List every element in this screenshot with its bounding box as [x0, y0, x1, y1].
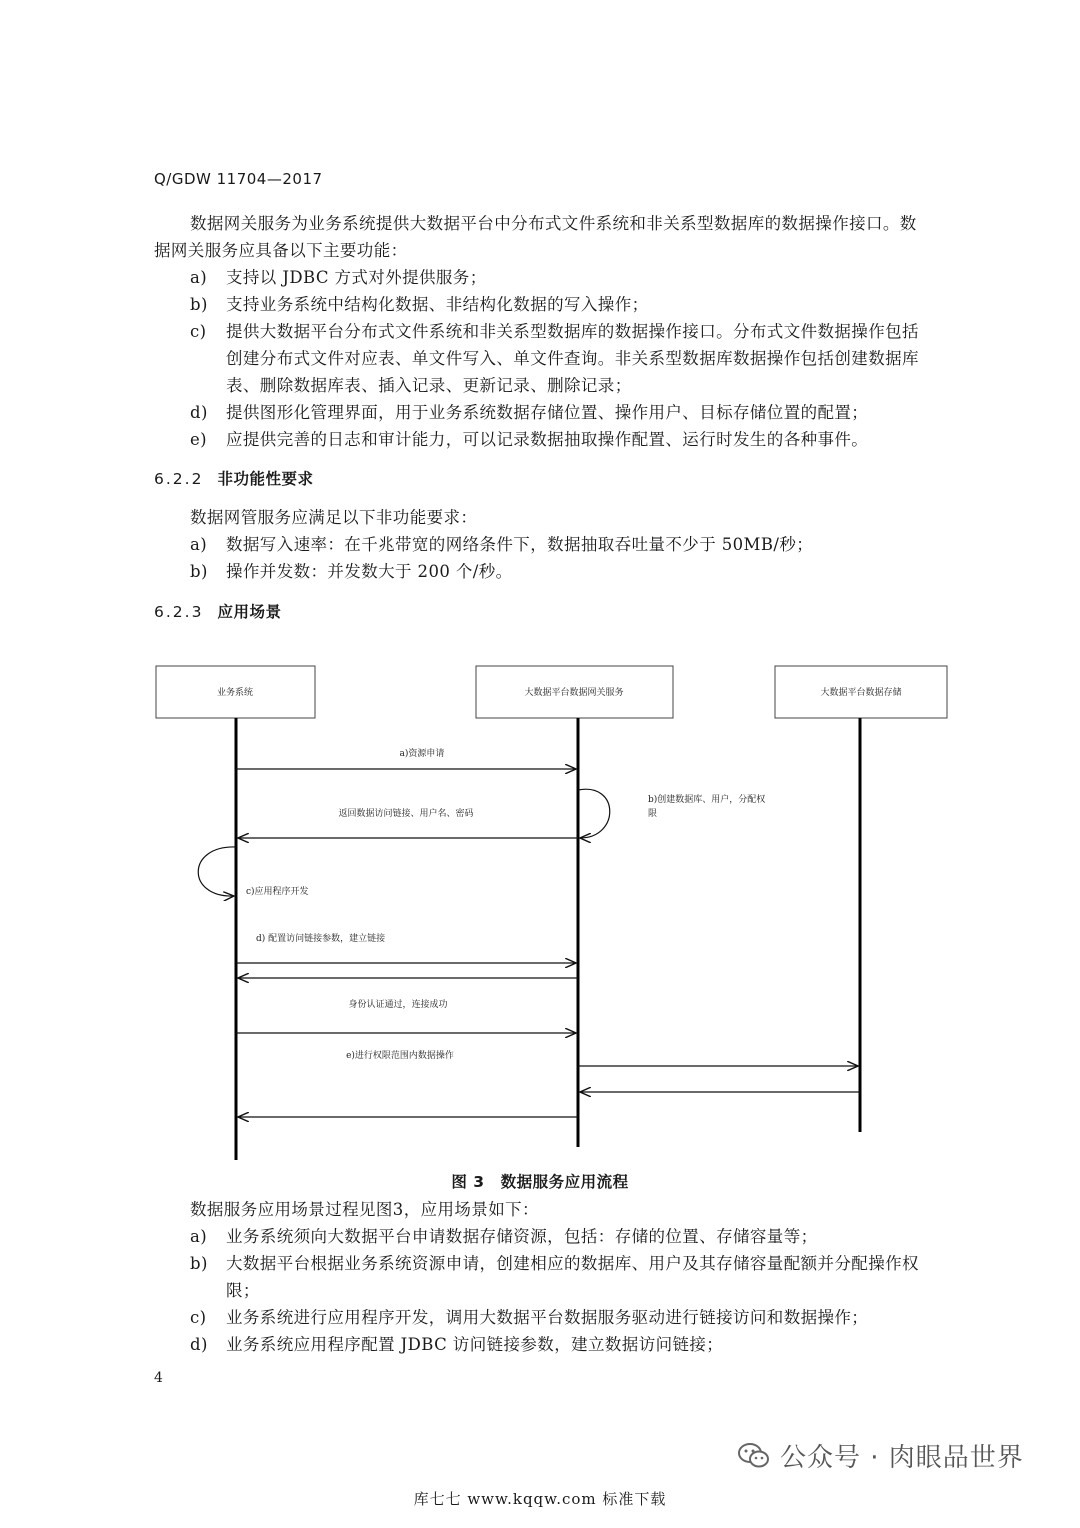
figure-title: 数据服务应用流程: [500, 1173, 629, 1191]
list-label: c): [190, 322, 207, 341]
list-text: 限；: [226, 1281, 260, 1300]
intro-line-2: 据网关服务应具备以下主要功能：: [154, 241, 408, 260]
actor-label-business-system: 业务系统: [216, 688, 254, 698]
msg-label-return: 返回数据访问链接、用户名、密码: [338, 809, 474, 819]
section-number: 6.2.2: [154, 470, 204, 488]
list-text: 业务系统进行应用程序开发，调用大数据平台数据服务驱动进行链接访问和数据操作；: [226, 1308, 869, 1327]
list-text: 支持业务系统中结构化数据、非结构化数据的写入操作；: [226, 295, 649, 314]
msg-label-d: d) 配置访问链接参数，建立链接: [256, 934, 386, 944]
msg-label-b-2: 限: [648, 809, 658, 819]
intro-paragraph: [190, 210, 960, 237]
scenario-intro: 数据服务应用场景过程见图3，应用场景如下：: [190, 1200, 539, 1219]
self-loop-c: [198, 847, 236, 896]
actor-label-data-storage: 大数据平台数据存储: [820, 688, 902, 698]
section-number: 6.2.3: [154, 603, 204, 621]
intro-line-1: 数据网关服务为业务系统提供大数据平台中分布式文件系统和非关系型数据库的数据操作接口。数: [190, 214, 917, 233]
msg-label-auth: 身份认证通过，连接成功: [348, 1000, 448, 1010]
watermark-text: 公众号 · 肉眼品世界: [780, 1443, 1024, 1473]
section-title: 应用场景: [217, 603, 282, 621]
list-label: b): [190, 1254, 208, 1273]
page-number: 4: [154, 1370, 163, 1386]
sequence-diagram: [150, 660, 960, 1165]
msg-label-e: e)进行权限范围内数据操作: [346, 1051, 454, 1061]
watermark: [738, 1437, 1024, 1474]
list-text: 支持以 JDBC 方式对外提供服务；: [226, 268, 487, 287]
list-text: 创建分布式文件对应表、单文件写入、单文件查询。非关系型数据库数据操作包括创建数据库: [226, 349, 919, 368]
list-text: 大数据平台根据业务系统资源申请，创建相应的数据库、用户及其存储容量配额并分配操作权: [226, 1254, 919, 1273]
list-label: c): [190, 1308, 207, 1327]
list-text: 表、删除数据库表、插入记录、更新记录、删除记录；: [226, 376, 632, 395]
footer-source: 库七七 www.kqqw.com 标准下载: [413, 1490, 667, 1508]
sequence-diagram-svg: [150, 660, 960, 1165]
list-label: d): [190, 403, 208, 422]
section-heading-622: [154, 467, 313, 489]
list-text: 提供大数据平台分布式文件系统和非关系型数据库的数据操作接口。分布式文件数据操作包括: [226, 322, 919, 341]
section-title: 非功能性要求: [217, 470, 314, 488]
list-text: 操作并发数：并发数大于 200 个/秒。: [226, 562, 513, 581]
nonfunc-intro: 数据网管服务应满足以下非功能要求：: [190, 508, 478, 527]
figure-caption: [0, 1170, 1080, 1192]
list-label: a): [190, 1227, 208, 1246]
list-text: 业务系统应用程序配置 JDBC 访问链接参数，建立数据访问链接；: [226, 1335, 724, 1354]
list-text: 提供图形化管理界面，用于业务系统数据存储位置、操作用户、目标存储位置的配置；: [226, 403, 869, 422]
wechat-icon: [738, 1442, 770, 1470]
list-text: 业务系统须向大数据平台申请数据存储资源，包括：存储的位置、存储容量等；: [226, 1227, 818, 1246]
actor-label-gateway-service: 大数据平台数据网关服务: [524, 688, 624, 698]
self-loop-b: [578, 789, 610, 838]
msg-label-b-1: b)创建数据库、用户，分配权: [648, 795, 766, 805]
msg-label-a: a)资源申请: [399, 749, 445, 759]
list-label: b): [190, 295, 208, 314]
list-label: e): [190, 430, 208, 449]
msg-label-c: c)应用程序开发: [246, 887, 309, 897]
section-heading-623: [154, 600, 281, 622]
list-label: d): [190, 1335, 208, 1354]
list-label: a): [190, 268, 208, 287]
list-label: b): [190, 562, 208, 581]
intro-paragraph-cont: [154, 237, 924, 264]
list-text: 应提供完善的日志和审计能力，可以记录数据抽取操作配置、运行时发生的各种事件。: [226, 430, 869, 449]
list-label: a): [190, 535, 208, 554]
list-text: 数据写入速率：在千兆带宽的网络条件下，数据抽取吞吐量不少于 50MB/秒；: [226, 535, 814, 554]
document-code: Q/GDW 11704—2017: [154, 170, 323, 188]
figure-number: 图 3: [451, 1173, 485, 1191]
